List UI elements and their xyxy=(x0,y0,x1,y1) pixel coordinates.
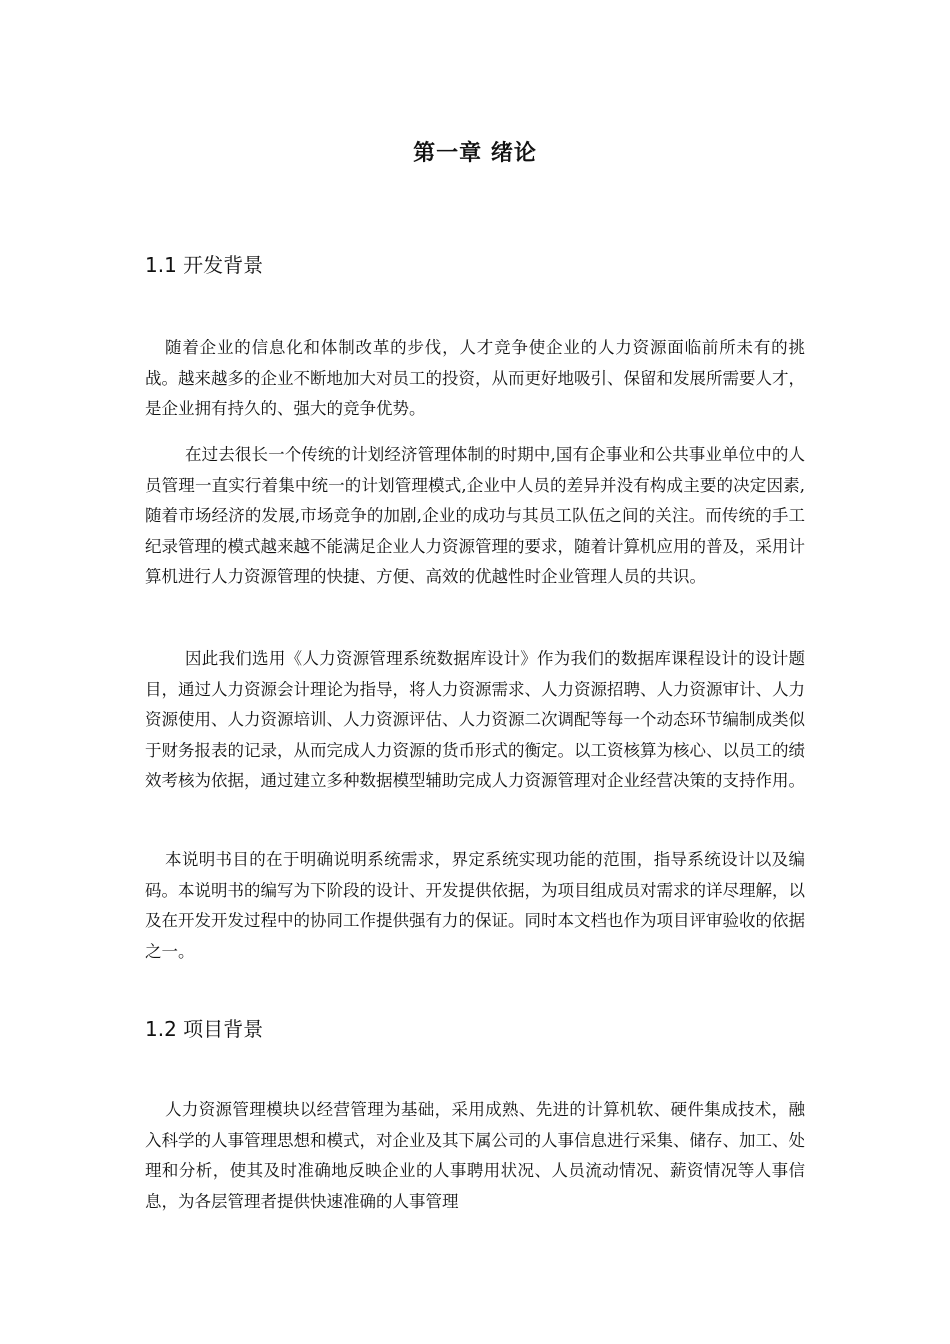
paragraph-1-1-4: 本说明书目的在于明确说明系统需求，界定系统实现功能的范围，指导系统设计以及编码。本说明书的编写为下阶段的设计、开发提供依据，为项目组成员对需求的详尽理解，以及在开发开发过程中的协同工作提供强有力的保证。同时本文档也作为项目评审验收的依据之一。 xyxy=(145,850,805,961)
paragraph-1-1-1: 随着企业的信息化和体制改革的步伐，人才竞争使企业的人力资源面临前所未有的挑战。越来越多的企业不断地加大对员工的投资，从而更好地吸引、保留和发展所需要人才，是企业拥有持久的、强大的竞争优势。 xyxy=(145,338,805,418)
section-heading-1-1: 1.1 开发背景 xyxy=(145,253,264,277)
paragraph-1-2-1: 人力资源管理模块以经营管理为基础，采用成熟、先进的计算机软、硬件集成技术，融入科学的人事管理思想和模式，对企业及其下属公司的人事信息进行采集、储存、加工、处理和分析，使其及时准确地反映企业的人事聘用状况、人员流动情况、薪资情况等人事信息，为各层管理者提供快速准确的人事管理 xyxy=(145,1100,805,1211)
paragraph-1-1-2: 在过去很长一个传统的计划经济管理体制的时期中,国有企事业和公共事业单位中的人员管理一直实行着集中统一的计划管理模式,企业中人员的差异并没有构成主要的决定因素,随着市场经济的发展,市场竞争的加剧,企业的成功与其员工队伍之间的关注。而传统的手工纪录管理的模式越来越不能满足企业人力资源管理的要求，随着计算机应用的普及，采用计算机进行人力资源管理的快捷、方便、高效的优越性时企业管理人员的共识。 xyxy=(145,445,805,586)
chapter-title: 第一章 绪论 xyxy=(413,141,537,166)
paragraph-1-1-3: 因此我们选用《人力资源管理系统数据库设计》作为我们的数据库课程设计的设计题目，通过人力资源会计理论为指导，将人力资源需求、人力资源招聘、人力资源审计、人力资源使用、人力资源培训、人力资源评估、人力资源二次调配等每一个动态环节编制成类似于财务报表的记录，从而完成人力资源的货币形式的衡定。以工资核算为核心、以员工的绩效考核为依据，通过建立多种数据模型辅助完成人力资源管理对企业经营决策的支持作用。 xyxy=(145,649,805,790)
section-heading-1-2: 1.2 项目背景 xyxy=(145,1017,264,1041)
